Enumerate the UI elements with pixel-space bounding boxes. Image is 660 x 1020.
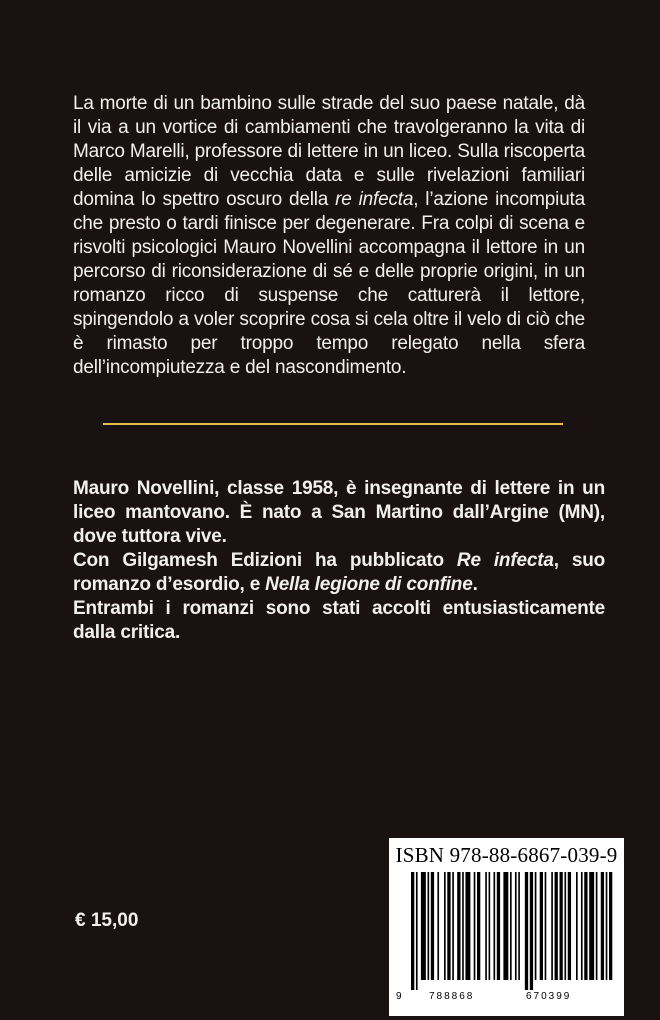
blurb-text-2: , l’azione incompiuta che presto o tardi finisce per degenerare. Fra colpi di scena e risvolti psicologici Mauro Novellini accompagna il lettore in un percorso di riconsiderazione di sé e delle proprie origini, in un romanzo ricco di suspense che catturerà il lettore, spingendolo a voler scoprire cosa si cela oltre il velo di ciò che è rimasto per troppo tempo relegato nella sfera dell’incompiutezza e del nascondimento. [73,189,586,378]
author-bio [73,477,605,645]
barcode-bar [589,872,594,980]
blurb-title-italic: re infecta [335,189,414,210]
isbn-barcode-box [389,838,624,1016]
barcode-bar [411,872,414,990]
bio-book-title-2: Nella legione di confine [265,574,473,595]
bio-paragraph-3: Entrambi i romanzi sono stati accolti entusiasticamente dalla critica. [73,598,605,643]
barcode-bar [444,872,446,980]
barcode-bar [428,872,430,980]
gold-divider [103,423,563,425]
barcode-bar [437,872,439,980]
barcode-bar [485,872,487,980]
barcode-bar [576,872,578,980]
barcode-bar [457,872,460,980]
bio-paragraph-2 [73,549,605,597]
barcode-bar [584,872,587,980]
bio-text-b: , suo romanzo d’esordio, e [73,550,605,595]
barcode-bar [477,872,480,980]
bio-text-c: . [472,574,478,595]
isbn-label: ISBN 978-88-6867-039-9 [395,843,618,867]
back-cover-blurb [73,92,585,380]
barcode-bar [609,872,612,980]
barcode-bar [474,872,476,980]
barcode-bar [568,872,571,980]
barcode-bar [564,872,566,980]
barcode-bar [535,872,537,980]
bio-text-a: Con Gilgamesh Edizioni ha pubblicato [73,550,457,571]
barcode-bar [555,872,558,980]
barcode-bar [545,872,547,980]
barcode-bar [518,872,520,980]
barcode-bar [515,872,517,980]
blurb-text-1: La morte di un bambino sulle strade del suo paese natale, dà il via a un vortice di cambiamenti che travolgeranno la vita di Marco Marelli, professore di lettere in un liceo. Sulla riscoperta delle amicizie di vecchia data e sulle rivelazioni familiari domina lo spettro oscuro della [73,93,585,210]
barcode-bar [503,872,508,980]
barcode-bar [465,872,470,980]
bio-paragraph-1: Mauro Novellini, classe 1958, è insegnante di lettere in un liceo mantovano. È nato a San Martino dall’Argine (MN), dove tuttora vive. [73,478,605,547]
barcode-digit-first: 9 [396,991,404,1002]
barcode-bar [581,872,583,980]
barcode-bar [431,872,434,980]
barcode-bar [447,872,450,980]
barcode-bar [462,872,464,980]
bio-book-title-1: Re infecta [456,550,554,571]
barcode-bar [596,872,598,980]
barcode-bar [494,872,496,980]
barcode-bar [421,872,426,980]
barcode-bar [560,872,563,980]
barcode-bar [540,872,543,980]
price-label: € 15,00 [75,910,139,931]
barcode-bar [601,872,604,980]
barcode-bar [452,872,454,980]
barcode-bar [525,872,528,990]
barcode-icon [397,872,616,990]
barcode-bar [606,872,608,980]
barcode-bar [416,872,418,990]
barcode-bar [510,872,512,980]
barcode-digits-right: 670399 [526,991,572,1002]
barcode-bar [497,872,500,980]
barcode-bar [551,872,553,980]
barcode-bar [489,872,491,980]
barcode-digits-left: 788868 [429,991,475,1002]
barcode-bar [530,872,533,990]
